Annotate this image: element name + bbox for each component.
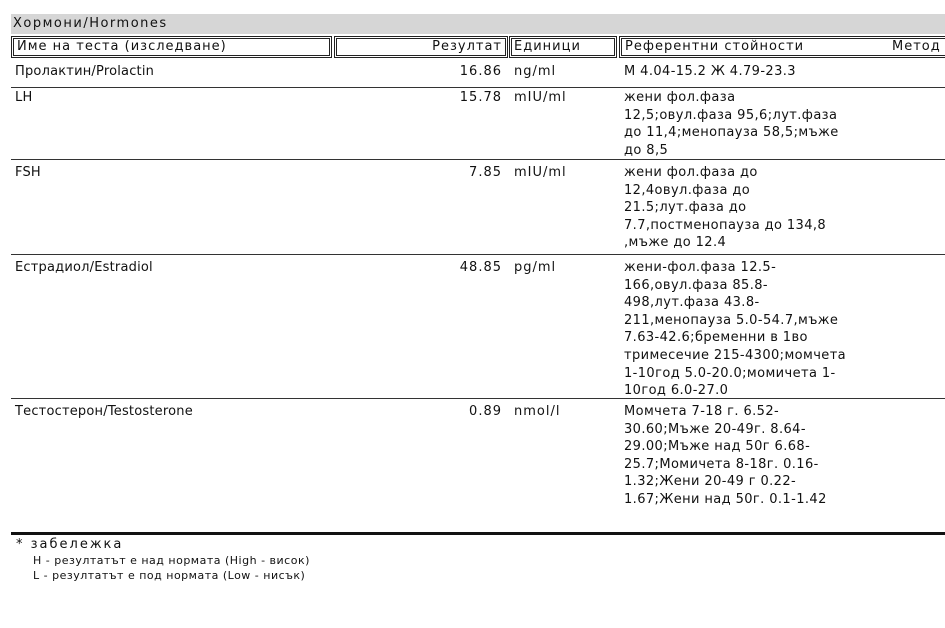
reference-line: 166,овул.фаза 85.8- <box>624 277 769 293</box>
reference-line: 12,5;овул.фаза 95,6;лут.фаза <box>624 107 838 123</box>
reference-line: Момчета 7-18 г. 6.52- <box>624 404 780 419</box>
reference-line: 1.67;Жени над 50г. 0.1-1.42 <box>624 491 827 507</box>
result-value: 16.86 <box>459 64 502 79</box>
test-name: Тестостерон/Testosterone <box>15 404 193 419</box>
result-unit: nmol/l <box>514 404 561 419</box>
reference-line: жени-фол.фаза 12.5- <box>624 260 777 275</box>
reference-range <box>624 63 874 81</box>
reference-line: 211,менопауза 5.0-54.7,мъже <box>624 312 839 328</box>
header-result-label: Резултат <box>432 39 502 54</box>
test-name: FSH <box>15 165 41 180</box>
reference-line: 1.32;Жени 20-49 г 0.22- <box>624 474 797 490</box>
table-row <box>11 403 945 515</box>
reference-line: 1-10год 5.0-20.0;момичета 1- <box>624 365 836 381</box>
result-unit: mIU/ml <box>514 165 567 180</box>
reference-line: 10год 6.0-27.0 <box>624 383 729 399</box>
header-result <box>334 36 508 58</box>
header-reference-label: Референтни стойности <box>625 39 805 54</box>
reference-line: 7.7,постменопауза до 134,8 <box>624 217 827 233</box>
header-reference <box>619 36 945 58</box>
reference-line: 7.63-42.6;бременни в 1во <box>624 330 808 346</box>
reference-range <box>624 403 874 509</box>
row-divider <box>11 398 945 399</box>
reference-range <box>624 89 874 159</box>
reference-range <box>624 164 874 252</box>
reference-line: 25.7;Момичета 8-18г. 0.16- <box>624 456 819 472</box>
notes-title: * забележка <box>16 537 124 552</box>
reference-range <box>624 259 874 400</box>
result-value: 15.78 <box>459 90 502 105</box>
result-unit: ng/ml <box>514 64 557 79</box>
result-unit: mIU/ml <box>514 90 567 105</box>
header-test-name <box>11 36 332 58</box>
reference-line: жени фол.фаза до <box>624 165 758 180</box>
header-units-label: Единици <box>514 39 581 54</box>
note-high: H - резултатът е над нормата (High - висок) <box>33 554 310 567</box>
section-title: Хормони/Hormones <box>11 14 945 34</box>
row-divider <box>11 159 945 160</box>
header-units <box>509 36 617 58</box>
test-name: Естрадиол/Estradiol <box>15 260 153 275</box>
result-value: 0.89 <box>469 404 502 419</box>
reference-line: 498,лут.фаза 43.8- <box>624 295 760 311</box>
note-low: L - резултатът е под нормата (Low - нисък) <box>33 569 306 582</box>
row-divider <box>11 87 945 88</box>
table-row <box>11 164 945 255</box>
reference-line: жени фол.фаза <box>624 90 736 105</box>
result-unit: pg/ml <box>514 260 557 275</box>
result-value: 48.85 <box>459 260 502 275</box>
header-test-name-label: Име на теста (изследване) <box>17 39 227 54</box>
reference-line: 29.00;Мъже над 50г 6.68- <box>624 439 811 455</box>
reference-line: тримесечие 215-4300;момчета <box>624 347 847 363</box>
reference-line: 21.5;лут.фаза до <box>624 200 747 216</box>
reference-line: до 11,4;менопауза 58,5;мъже <box>624 125 839 141</box>
notes-section <box>16 537 310 583</box>
reference-line: M 4.04-15.2 Ж 4.79-23.3 <box>624 64 796 79</box>
reference-line: 30.60;Мъже 20-49г. 8.64- <box>624 421 806 437</box>
reference-line: до 8,5 <box>624 142 669 158</box>
test-name: LH <box>15 90 33 105</box>
test-name: Пролактин/Prolactin <box>15 64 155 79</box>
table-row <box>11 89 945 160</box>
table-end-divider <box>11 532 945 535</box>
table-row <box>11 63 945 88</box>
reference-line: ,мъже до 12.4 <box>624 235 727 251</box>
table-row <box>11 259 945 399</box>
reference-line: 12,4овул.фаза до <box>624 182 751 198</box>
row-divider <box>11 254 945 255</box>
header-method-label: Метод <box>892 39 941 54</box>
result-value: 7.85 <box>469 165 502 180</box>
